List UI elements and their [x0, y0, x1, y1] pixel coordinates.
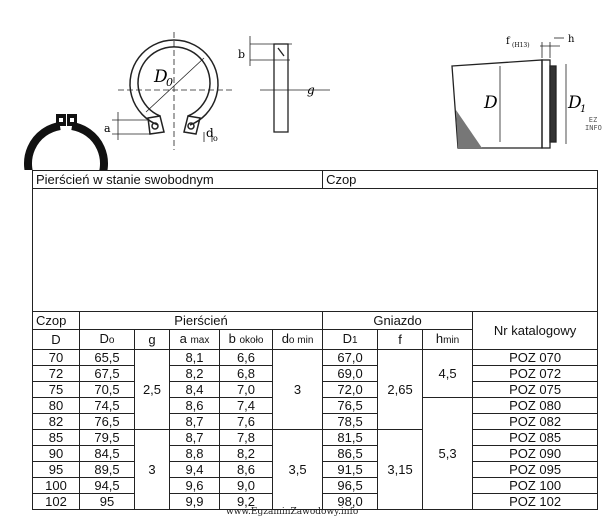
label-D0-sub: 0: [166, 76, 173, 89]
ring-drawings: [0, 0, 616, 170]
cell-cat: POZ 070: [473, 350, 598, 366]
section-free-ring: Pierścień w stanie swobodnym: [33, 171, 323, 189]
cell-Do: 94,5: [80, 478, 135, 494]
cell-cat: POZ 082: [473, 414, 598, 430]
cell-D1: 69,0: [323, 366, 378, 382]
cell-b: 7,0: [220, 382, 273, 398]
cell-b: 8,2: [220, 446, 273, 462]
label-g: g: [307, 83, 315, 97]
cell-Do: 74,5: [80, 398, 135, 414]
cell-f-group2: 3,15: [378, 430, 423, 510]
cell-Do: 84,5: [80, 446, 135, 462]
catalog-header: Nr katalogowy: [473, 311, 598, 349]
cell-cat: POZ 090: [473, 446, 598, 462]
group-ring: Pierścień: [80, 311, 323, 329]
cell-D: 72: [33, 366, 80, 382]
cell-do-group2: 3,5: [273, 430, 323, 510]
cell-a: 9,4: [170, 462, 220, 478]
label-b: b: [238, 48, 246, 61]
table-row: [33, 350, 598, 366]
cell-h-group1: 4,5: [423, 350, 473, 398]
cell-g-group1: 2,5: [135, 350, 170, 430]
col-f: f: [378, 329, 423, 349]
cell-a: 8,7: [170, 430, 220, 446]
col-do: do min: [273, 329, 323, 349]
cell-a: 8,6: [170, 398, 220, 414]
ring-specification-table: [32, 170, 598, 510]
label-f-sub: (H13): [512, 42, 530, 49]
label-h: h: [568, 34, 575, 45]
cell-b: 6,6: [220, 350, 273, 366]
col-D: D: [33, 329, 80, 349]
cell-a: 8,2: [170, 366, 220, 382]
ring-solid-view: [28, 114, 104, 170]
cell-D: 102: [33, 494, 80, 510]
cell-Do: 95: [80, 494, 135, 510]
label-D1: D: [568, 93, 582, 113]
section-header-row: [33, 171, 598, 189]
cell-Do: 89,5: [80, 462, 135, 478]
cell-cat: POZ 075: [473, 382, 598, 398]
cell-b: 7,8: [220, 430, 273, 446]
ez-info-logo: EZ INFO: [585, 116, 602, 132]
col-a: a max: [170, 329, 220, 349]
cell-D: 100: [33, 478, 80, 494]
label-f: f: [506, 36, 510, 47]
group-header-row: [33, 311, 598, 329]
cell-D: 90: [33, 446, 80, 462]
site-watermark: www.EgzaminZawodowy.info: [226, 507, 359, 517]
cell-h-group2: 5,3: [423, 398, 473, 510]
cell-g-group2: 3: [135, 430, 170, 510]
cell-cat: POZ 100: [473, 478, 598, 494]
cell-D: 75: [33, 382, 80, 398]
cell-b: 9,2: [220, 494, 273, 510]
cell-b: 8,6: [220, 462, 273, 478]
cell-cat: POZ 102: [473, 494, 598, 510]
shaft-view: [452, 38, 566, 148]
label-d0: d: [206, 126, 214, 140]
table-row: [33, 430, 598, 446]
label-d0-sub: o: [213, 134, 218, 143]
cell-cat: POZ 080: [473, 398, 598, 414]
cell-a: 8,1: [170, 350, 220, 366]
cell-D: 82: [33, 414, 80, 430]
col-D1: D1: [323, 329, 378, 349]
cell-D1: 67,0: [323, 350, 378, 366]
col-h: hmin: [423, 329, 473, 349]
cell-Do: 70,5: [80, 382, 135, 398]
label-D0: D: [154, 67, 168, 87]
cell-D1: 81,5: [323, 430, 378, 446]
col-g: g: [135, 329, 170, 349]
cell-a: 8,4: [170, 382, 220, 398]
cell-f-group1: 2,65: [378, 350, 423, 430]
col-b: b około: [220, 329, 273, 349]
cell-b: 7,6: [220, 414, 273, 430]
drawing-area: [33, 188, 598, 311]
cell-b: 7,4: [220, 398, 273, 414]
ring-outline-view: [112, 32, 235, 150]
cell-do-group1: 3: [273, 350, 323, 430]
cell-a: 9,6: [170, 478, 220, 494]
ring-side-view: [250, 36, 330, 132]
cell-Do: 65,5: [80, 350, 135, 366]
cell-Do: 76,5: [80, 414, 135, 430]
cell-D: 95: [33, 462, 80, 478]
cell-D1: 91,5: [323, 462, 378, 478]
cell-D1: 76,5: [323, 398, 378, 414]
cell-D: 70: [33, 350, 80, 366]
cell-D1: 78,5: [323, 414, 378, 430]
cell-D1: 98,0: [323, 494, 378, 510]
cell-Do: 79,5: [80, 430, 135, 446]
group-czop: Czop: [33, 311, 80, 329]
cell-a: 8,8: [170, 446, 220, 462]
cell-b: 9,0: [220, 478, 273, 494]
cell-D1: 96,5: [323, 478, 378, 494]
cell-cat: POZ 085: [473, 430, 598, 446]
section-shaft: Czop: [323, 171, 598, 189]
group-groove: Gniazdo: [323, 311, 473, 329]
cell-D: 80: [33, 398, 80, 414]
cell-D1: 72,0: [323, 382, 378, 398]
drawing-area-row: [33, 188, 598, 311]
label-a: a: [104, 122, 111, 135]
cell-cat: POZ 072: [473, 366, 598, 382]
cell-D1: 86,5: [323, 446, 378, 462]
cell-a: 9,9: [170, 494, 220, 510]
cell-D: 85: [33, 430, 80, 446]
label-D: D: [484, 93, 498, 113]
col-Do: Do: [80, 329, 135, 349]
cell-a: 8,7: [170, 414, 220, 430]
cell-cat: POZ 095: [473, 462, 598, 478]
label-D1-sub: 1: [580, 104, 587, 115]
cell-b: 6,8: [220, 366, 273, 382]
cell-Do: 67,5: [80, 366, 135, 382]
